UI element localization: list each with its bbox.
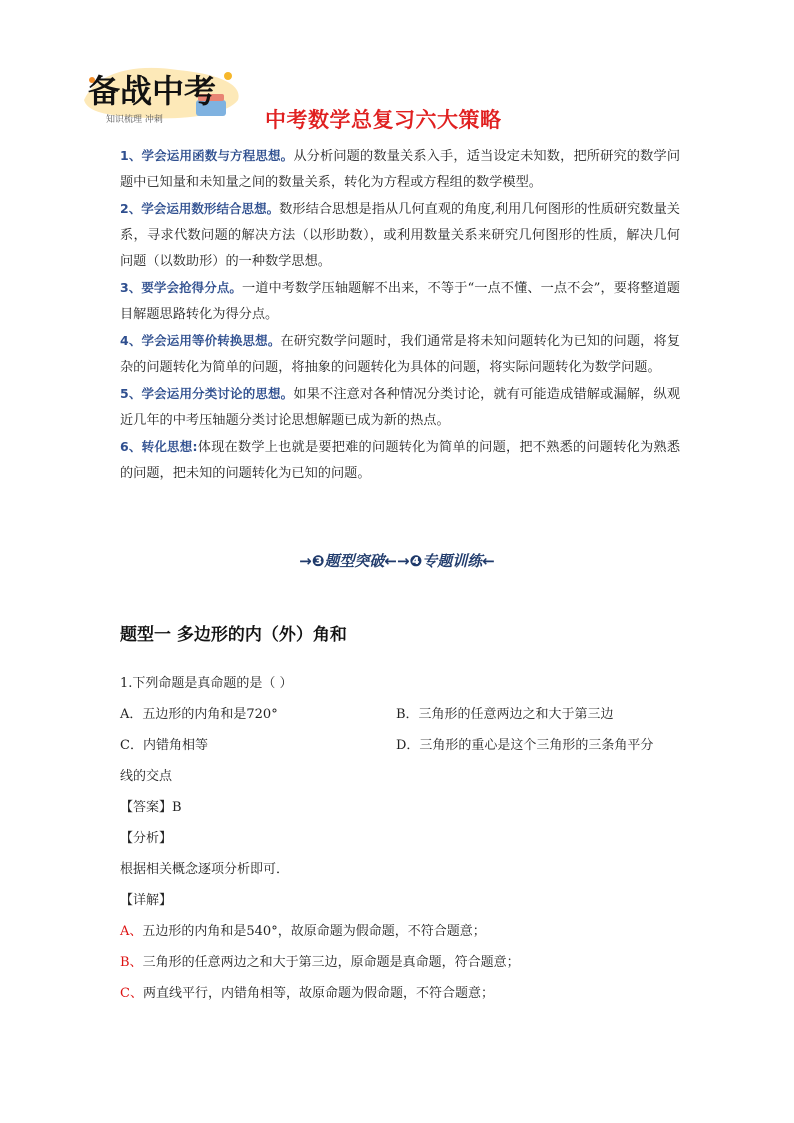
option-d-continued: 线的交点 (120, 769, 173, 784)
strategy-body: 体现在数学上也就是要把难的问题转化为简单的问题，把不熟悉的问题转化为熟悉的问题，把未知的问题转化为已知的问题。 (120, 440, 681, 481)
option-d: D．三角形的重心是这个三角形的三条角平分 (396, 738, 654, 753)
analysis-text: 根据相关概念逐项分析即可． (120, 862, 290, 877)
strategy-item-1 (120, 143, 680, 196)
question-stem: 1.下列命题是真命题的是（ ） (120, 676, 293, 691)
section-banner: →❸题型突破←→❹专题训练← (299, 552, 495, 570)
logo-subtext: 知识梳理 冲刺 (106, 115, 163, 125)
detail-a-prefix: A、 (120, 924, 143, 939)
strategy-body: 从分析问题的数量关系入手，适当设定未知数，把所研究的数学问题中已知量和未知量之间的数量关系，转化为方程或方程组的数学模型。 (120, 149, 681, 190)
answer-label: 【答案】 (120, 800, 173, 815)
detail-c (120, 978, 680, 1009)
strategy-body: 如果不注意对各种情况分类讨论，就有可能造成错解或漏解，纵观近几年的中考压轴题分类讨论思想解题已成为新的热点。 (120, 387, 681, 428)
strategy-lead: 1、学会运用函数与方程思想。 (120, 148, 294, 163)
logo-text: 备战中考 (88, 72, 217, 110)
options-row-1 (120, 699, 680, 730)
strategy-body: 一道中考数学压轴题解不出来，不等于“一点不懂、一点不会”，要将整道题目解题思路转化为得分点。 (120, 281, 680, 322)
detail-b-text: 三角形的任意两边之和大于第三边，原命题是真命题，符合题意； (142, 955, 520, 970)
options-row-2 (120, 730, 680, 761)
logo-star-icon (224, 72, 232, 80)
document-title: 中考数学总复习六大策略 (265, 108, 502, 132)
strategy-body: 数形结合思想是指从几何直观的角度,利用几何图形的性质研究数量关系，寻求代数问题的解决方法（以形助数），或利用数量关系来研究几何图形的性质，解决几何问题（以数助形）的一种数学思想。 (120, 202, 680, 269)
strategy-body: 在研究数学问题时，我们通常是将未知问题转化为已知的问题，将复杂的问题转化为简单的问题，将抽象的问题转化为具体的问题，将实际问题转化为数学问题。 (120, 334, 681, 375)
analysis-label: 【分析】 (120, 831, 173, 846)
detail-a-text: 五边形的内角和是540°，故原命题为假命题，不符合题意； (142, 924, 486, 939)
answer-value: B (172, 800, 182, 815)
strategy-item-5 (120, 381, 680, 434)
question-1 (120, 668, 680, 1009)
strategy-item-2 (120, 196, 680, 275)
answer-line (120, 792, 680, 823)
detail-label: 【详解】 (120, 893, 173, 908)
strategy-lead: 4、学会运用等价转换思想。 (120, 333, 281, 348)
strategy-item-4 (120, 328, 680, 381)
option-c: C．内错角相等 (120, 738, 208, 753)
strategy-lead: 3、要学会抢得分点。 (120, 280, 242, 295)
option-a: A．五边形的内角和是720° (120, 707, 278, 722)
detail-b-prefix: B、 (120, 955, 143, 970)
strategy-lead: 2、学会运用数形结合思想。 (120, 201, 280, 216)
strategy-item-6 (120, 434, 680, 487)
strategy-list (120, 143, 680, 487)
section-title: 题型一 多边形的内（外）角和 (120, 625, 347, 645)
detail-c-prefix: C、 (120, 986, 143, 1001)
detail-b (120, 947, 680, 978)
logo (78, 62, 248, 128)
strategy-item-3 (120, 275, 680, 328)
strategy-lead: 6、转化思想: (120, 439, 198, 454)
strategy-lead: 5、学会运用分类讨论的思想。 (120, 386, 294, 401)
option-b: B．三角形的任意两边之和大于第三边 (396, 707, 614, 722)
detail-c-text: 两直线平行，内错角相等，故原命题为假命题，不符合题意； (142, 986, 494, 1001)
detail-a (120, 916, 680, 947)
